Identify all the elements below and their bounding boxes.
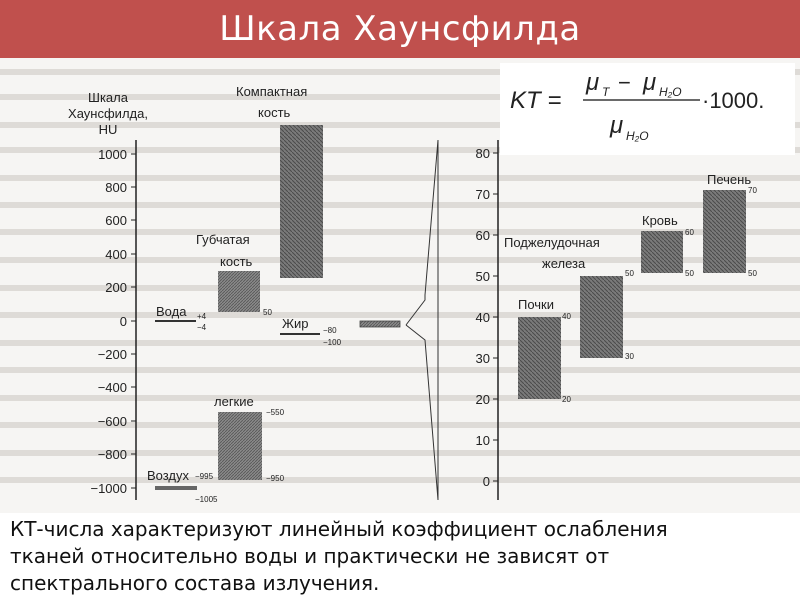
caption-line: тканей относительно воды и практически не зависят от — [10, 544, 610, 568]
hu-axis-title-2: Хаунсфилда, — [68, 106, 148, 121]
tissue-label: Почки — [518, 297, 555, 312]
soft-tick-label: 0 — [482, 474, 490, 489]
soft-tick-label: 30 — [475, 351, 490, 366]
tissue-bar-liver — [703, 190, 746, 273]
slide-title: Шкала Хаунсфилда — [219, 9, 581, 49]
tissue-bar-fat-zoom — [360, 321, 400, 327]
tissue-label: Поджелудочная — [504, 235, 600, 250]
tissue-bar-blood — [641, 231, 683, 273]
caption-line: КТ-числа характеризуют линейный коэффициент ослабления — [10, 517, 668, 541]
hu-axis-title-1: Шкала — [88, 90, 128, 105]
tissue-lungs — [214, 394, 285, 483]
tissue-air — [147, 468, 218, 504]
formula-mu-denom: μ — [610, 112, 624, 139]
hounsfield-figure — [0, 58, 800, 513]
tissue-blood — [641, 213, 694, 278]
soft-tick — [476, 269, 498, 284]
tissue-range-label: 20 — [562, 395, 571, 404]
hu-tick — [98, 380, 136, 395]
tissue-spongy-bone — [196, 232, 272, 317]
hu-tick — [105, 213, 136, 228]
formula-sub-t: T — [602, 85, 610, 99]
hu-tick-label: −800 — [97, 447, 127, 462]
tissue-label: Печень — [707, 172, 752, 187]
tissue-range-label: −550 — [266, 408, 285, 417]
formula-times-1000: ·1000. — [702, 88, 765, 113]
soft-tick-label: 40 — [475, 310, 490, 325]
tissue-range-label: −950 — [266, 474, 285, 483]
tissue-range-label: −80 — [323, 326, 337, 335]
tissue-bar-lungs — [218, 412, 262, 480]
hu-tick — [98, 347, 136, 362]
hu-tick — [90, 481, 136, 496]
hu-tick-label: −1000 — [90, 481, 127, 496]
soft-tick-label: 50 — [475, 269, 490, 284]
tissue-range-label: 60 — [685, 228, 694, 237]
tissue-bar-spongy-bone — [218, 271, 260, 312]
tissue-bar-air — [155, 486, 197, 490]
hu-tick — [105, 280, 136, 295]
tissue-range-label: −4 — [197, 323, 207, 332]
tissue-label: легкие — [214, 394, 254, 409]
soft-tick — [476, 351, 498, 366]
slide-caption — [10, 516, 790, 597]
tissue-range-label: 40 — [562, 312, 571, 321]
soft-tick-label: 60 — [475, 228, 490, 243]
tissue-range-label: 50 — [748, 269, 757, 278]
tissue-bar-kidneys — [518, 317, 561, 399]
tissue-label: кость — [220, 254, 253, 269]
soft-ticks — [476, 146, 498, 489]
tissue-label: Вода — [156, 304, 187, 319]
tissue-range-label: −995 — [195, 472, 214, 481]
soft-tick-label: 20 — [475, 392, 490, 407]
formula-sub-h2o: H₂O — [659, 85, 682, 99]
formula-lhs: KT = — [510, 87, 562, 114]
formula-mu-t: μ — [586, 69, 600, 96]
soft-tick-label: 70 — [475, 187, 490, 202]
soft-tick-label: 10 — [475, 433, 490, 448]
tissue-label: Жир — [282, 316, 309, 331]
tissue-range-label: 50 — [625, 269, 634, 278]
formula-minus: − — [618, 70, 631, 95]
tissue-label: Воздух — [147, 468, 190, 483]
soft-tick — [476, 187, 498, 202]
hu-tick-label: −400 — [97, 380, 127, 395]
hu-tick-label: −200 — [97, 347, 127, 362]
tissue-range-label: 50 — [685, 269, 694, 278]
tissue-range-label: −100 — [323, 338, 342, 347]
hu-axis-title-3: HU — [98, 122, 118, 137]
hounsfield-diagram — [0, 58, 800, 513]
tissue-label: Компактная — [236, 84, 308, 99]
soft-tick — [476, 433, 498, 448]
tissue-label: железа — [542, 256, 586, 271]
soft-tick — [476, 392, 498, 407]
hu-tick — [105, 180, 136, 195]
hu-ticks — [90, 147, 136, 496]
tissue-range-label: 50 — [263, 308, 272, 317]
tissue-bar-compact-bone — [280, 125, 323, 278]
caption-line: спектрального состава излучения. — [10, 571, 380, 595]
zoom-connector-bottom — [406, 325, 438, 500]
tissue-range-label: 30 — [625, 352, 634, 361]
soft-tick-label: 80 — [475, 146, 490, 161]
tissue-bar-pancreas — [580, 276, 623, 358]
tissue-water — [155, 304, 207, 332]
tissue-range-label: 70 — [748, 186, 757, 195]
tissue-label: Кровь — [642, 213, 678, 228]
hu-tick-label: 600 — [105, 213, 127, 228]
hu-tick-label: 200 — [105, 280, 127, 295]
hu-tick-label: 400 — [105, 247, 127, 262]
formula-mu-h2o: μ — [643, 69, 657, 96]
hu-tick-label: 800 — [105, 180, 127, 195]
tissue-range-label: −1005 — [195, 495, 218, 504]
hu-tick-label: 0 — [119, 314, 127, 329]
ct-formula — [500, 63, 795, 155]
tissue-label: Губчатая — [196, 232, 250, 247]
hu-tick-label: 1000 — [98, 147, 127, 162]
hu-tick-label: −600 — [97, 414, 127, 429]
tissue-label: кость — [258, 105, 291, 120]
formula-sub-denom: H₂O — [626, 129, 649, 143]
tissue-range-label: +4 — [197, 312, 207, 321]
